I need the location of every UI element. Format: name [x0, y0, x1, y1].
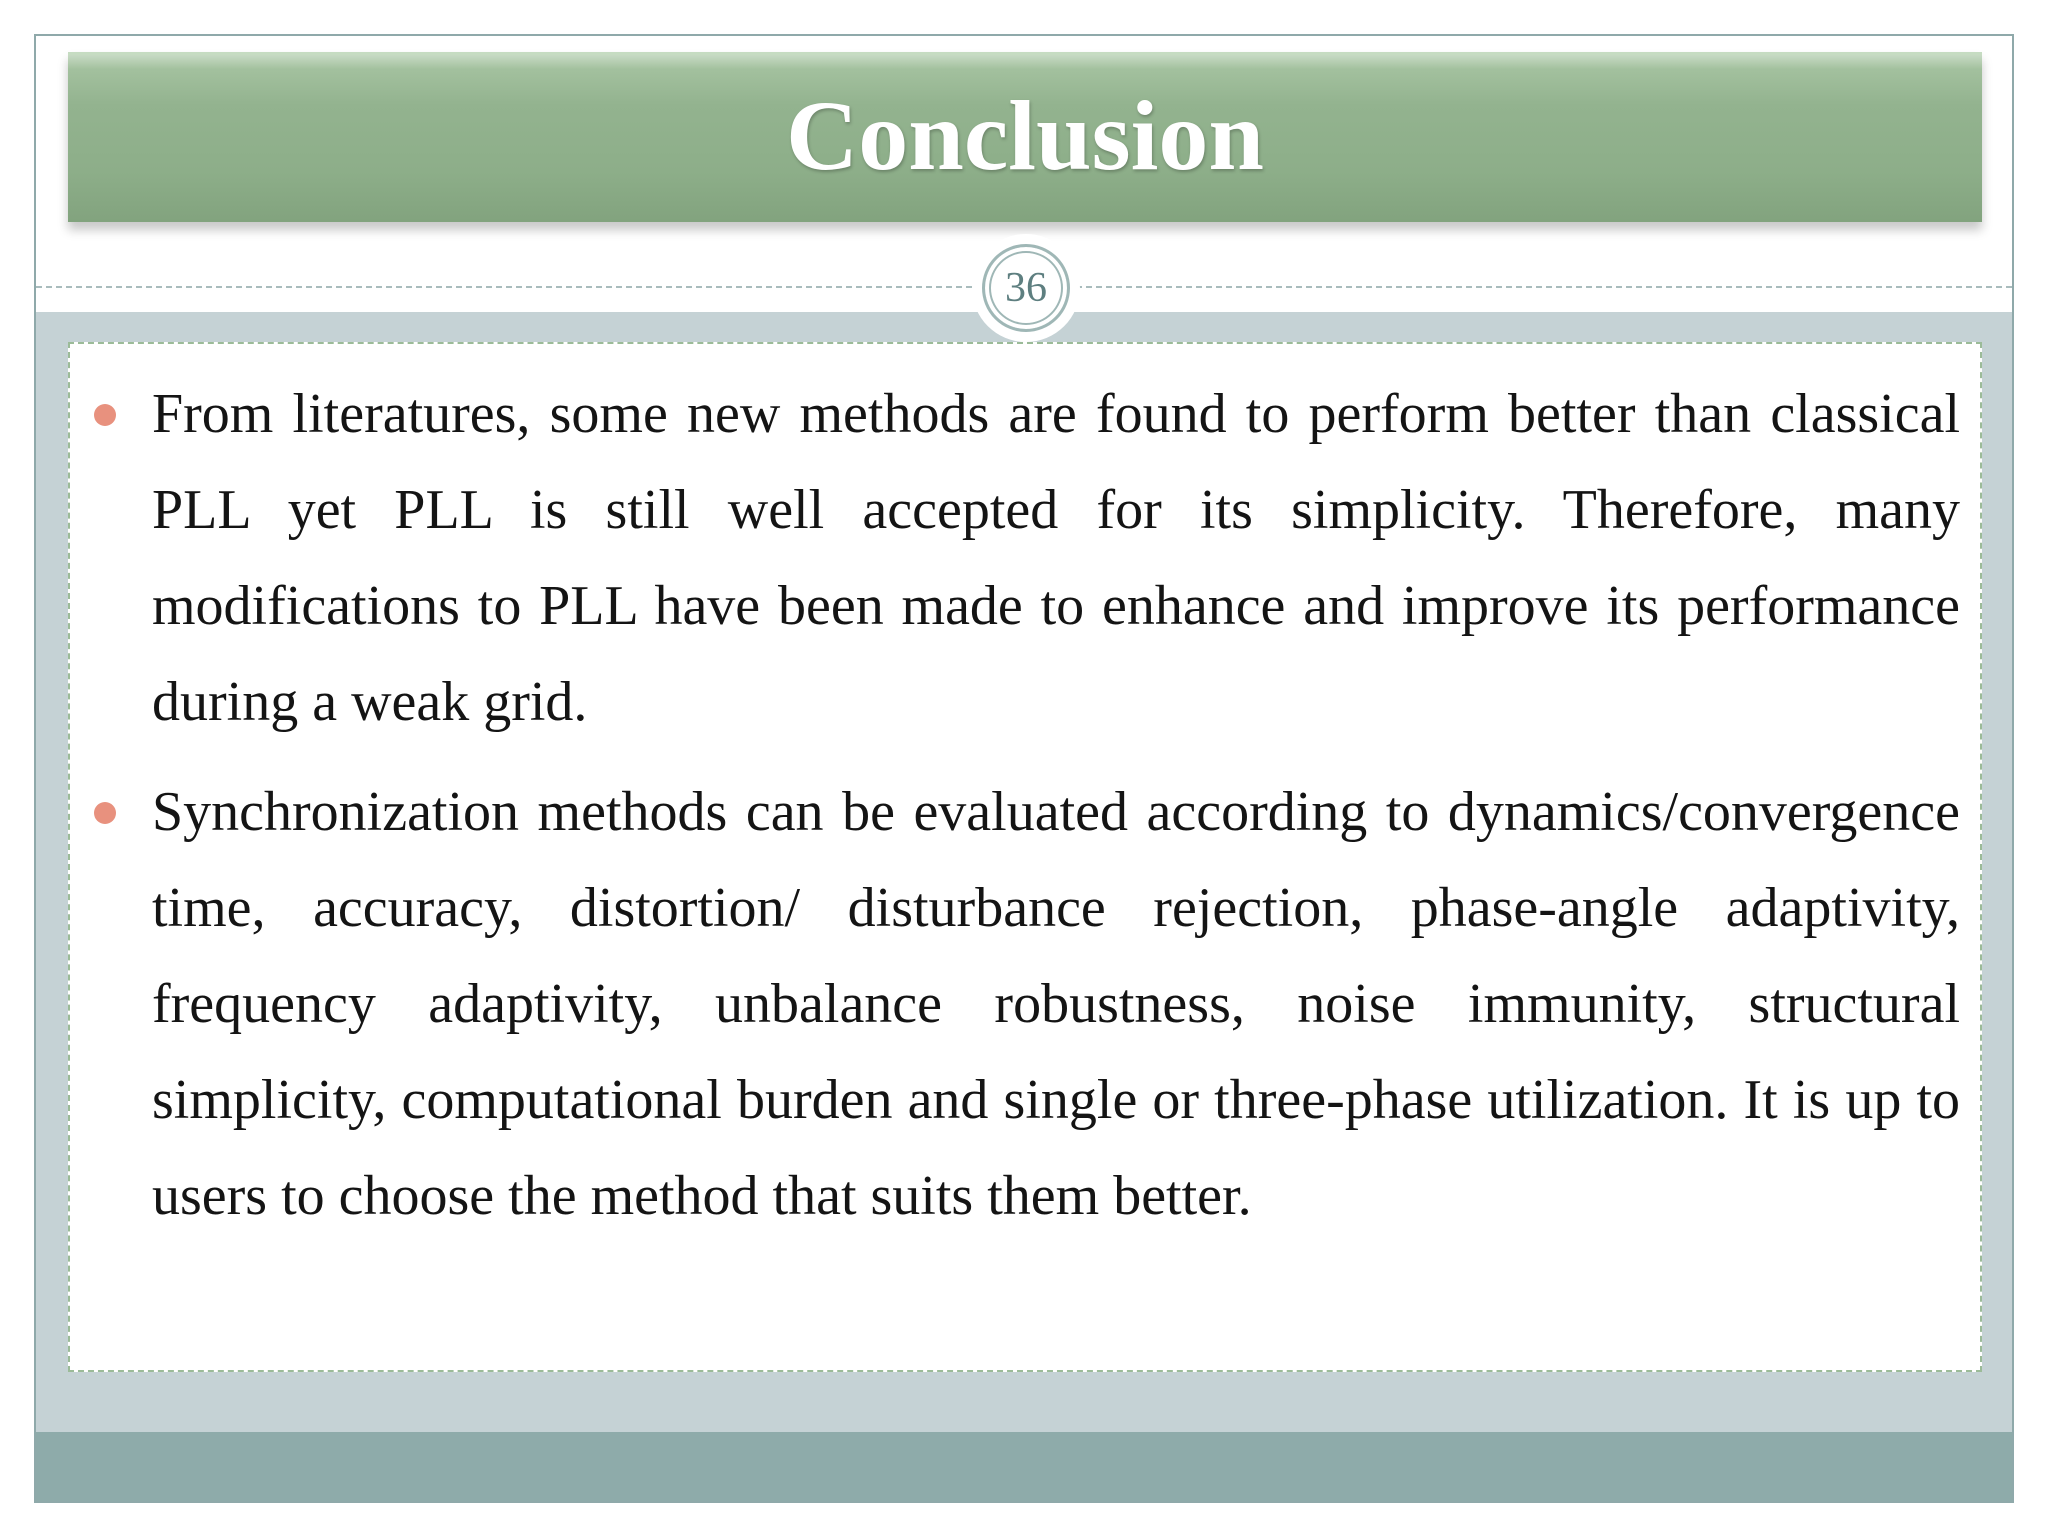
page-number: 36	[982, 244, 1070, 332]
slide-title: Conclusion	[786, 80, 1264, 191]
bullet-item	[152, 366, 1960, 750]
bullet-list	[152, 366, 1960, 1258]
bullet-dot-icon	[94, 404, 116, 426]
bullet-text: From literatures, some new methods are found to perform better than classical PLL yet PLL is still well accepted for its simplicity. Therefore, many modifications to PLL have been made to enhance and improve its performance during a weak grid.	[152, 383, 1960, 733]
content-box	[68, 342, 1982, 1372]
page-number-badge	[972, 234, 1080, 342]
title-band	[68, 52, 1982, 222]
footer-band	[36, 1432, 2012, 1503]
slide	[34, 34, 2014, 1503]
bullet-dot-icon	[94, 802, 116, 824]
bullet-text: Synchronization methods can be evaluated according to dynamics/convergence time, accuracy, distortion/ disturbance rejection, phase-angle adaptivity, frequency adaptivity, unbalance robustness, noise immunity, structural simplicity, computational burden and single or three-phase utilization. It is up to users to choose the method that suits them better.	[152, 781, 1960, 1227]
bullet-item	[152, 764, 1960, 1244]
